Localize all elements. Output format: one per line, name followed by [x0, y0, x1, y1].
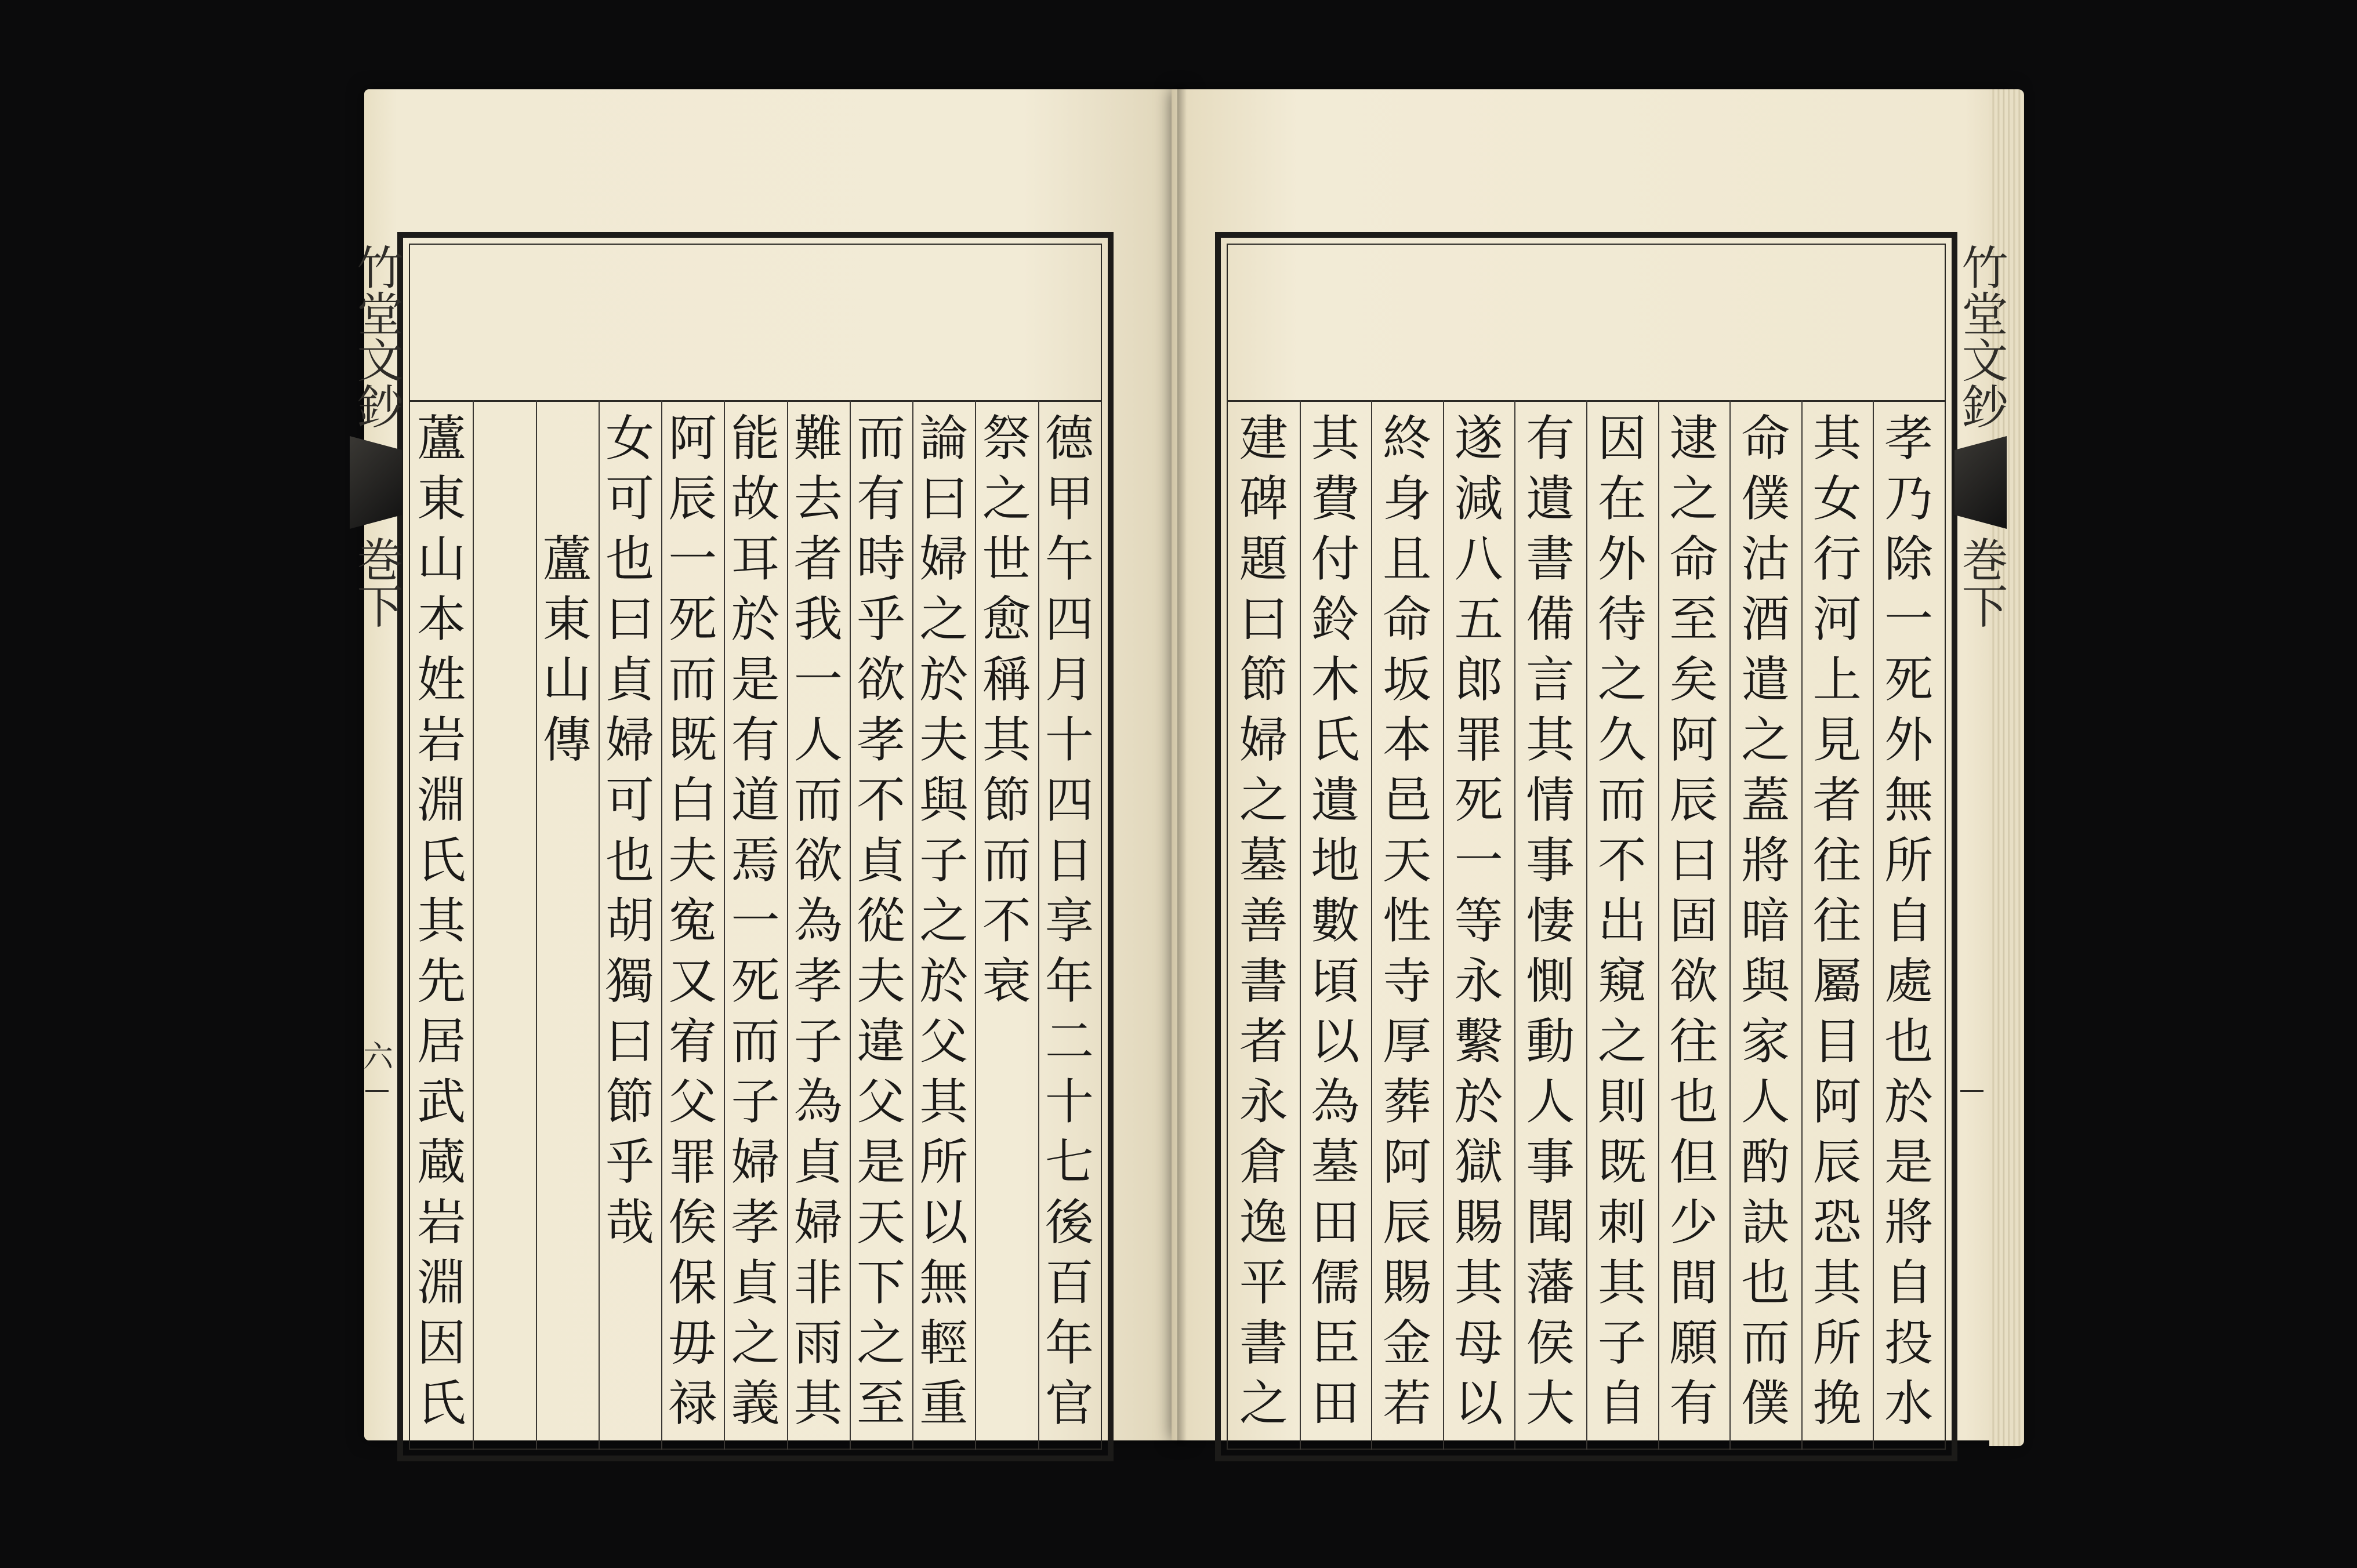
left-text-column: 難 去 者 我 一 人 而 欲 為 孝 子 為 貞 婦 非 雨 其 — [793, 410, 843, 1432]
right-text-column: 其 女 行 河 上 見 者 往 往 屬 目 阿 辰 恐 其 所 挽 — [1812, 410, 1862, 1432]
left-column-rule — [599, 400, 600, 1450]
right-margin-book-title: 竹堂文鈔 — [1954, 244, 2008, 429]
right-text-column: 孝 乃 除 一 死 外 無 所 自 處 也 於 是 將 自 投 水 — [1884, 410, 1934, 1432]
left-text-column: 阿 辰 一 死 而 既 白 夫 寃 又 宥 父 罪 俟 保 毋 禄 — [668, 410, 717, 1432]
right-column-rule — [1300, 400, 1301, 1450]
right-text-column: 其 費 付 鈴 木 氏 遺 地 數 頃 以 為 墓 田 儒 臣 田 — [1311, 410, 1360, 1432]
right-text-column: 逮 之 命 至 矣 阿 辰 曰 固 欲 往 也 但 少 間 願 有 — [1669, 410, 1718, 1432]
left-text-column: 德 甲 午 四 月 十 四 日 享 年 二 十 七 後 百 年 官 — [1045, 410, 1094, 1432]
open-book — [342, 81, 2012, 1450]
left-column-rule — [975, 400, 976, 1450]
left-column-rule — [661, 400, 662, 1450]
book-gutter — [1177, 87, 1189, 1444]
right-column-rule — [1586, 400, 1587, 1450]
left-column-rule — [473, 400, 474, 1450]
right-column-rule — [1443, 400, 1444, 1450]
fishtail-mark-icon — [1955, 436, 2007, 529]
left-column-rule — [1038, 400, 1039, 1450]
left-page-number: 六 — [363, 1040, 394, 1075]
left-margin-volume: 巻下 — [349, 536, 403, 629]
left-header-rule — [410, 400, 1101, 402]
left-column-rule — [724, 400, 725, 1450]
left-margin-tick — [365, 1090, 389, 1092]
right-column-rule — [1801, 400, 1803, 1450]
left-text-column: 論 曰 婦 之 於 夫 與 子 之 於 父 其 所 以 無 輕 重 — [919, 410, 969, 1432]
left-margin-book-title: 竹堂文鈔 — [349, 244, 403, 429]
left-text-column: 而 有 時 乎 欲 孝 不 貞 從 夫 違 父 是 天 下 之 至 — [857, 410, 906, 1432]
right-text-column: 遂 減 八 五 郎 罪 死 一 等 永 繫 於 獄 賜 其 母 以 — [1454, 410, 1503, 1432]
left-text-column: 蘆 東 山 傳 — [542, 531, 592, 768]
fishtail-mark-icon — [350, 436, 402, 529]
right-margin-volume: 巻下 — [1954, 536, 2008, 629]
right-column-rule — [1658, 400, 1659, 1450]
right-column-rule — [1514, 400, 1515, 1450]
left-text-column: 蘆 東 山 本 姓 岩 淵 氏 其 先 居 武 蔵 岩 淵 因 氏 — [417, 410, 466, 1432]
left-column-rule — [536, 400, 537, 1450]
right-column-rule — [1729, 400, 1731, 1450]
left-margin-title — [349, 244, 403, 629]
left-column-rule — [912, 400, 913, 1450]
right-text-column: 有 遺 書 備 言 其 情 事 悽 惻 動 人 事 聞 藩 侯 大 — [1526, 410, 1575, 1432]
right-text-column: 命 僕 沽 酒 遣 之 蓋 將 暗 與 家 人 酌 訣 也 而 僕 — [1740, 410, 1790, 1432]
right-margin-tick — [1960, 1090, 1983, 1092]
right-column-rule — [1371, 400, 1372, 1450]
left-text-column: 能 故 耳 於 是 有 道 焉 一 死 而 子 婦 孝 貞 之 義 — [731, 410, 780, 1432]
right-text-column: 終 身 且 命 坂 本 邑 天 性 寺 厚 葬 阿 辰 賜 金 若 — [1382, 410, 1431, 1432]
right-text-column: 因 在 外 待 之 久 而 不 出 窺 之 則 既 刺 其 子 自 — [1597, 410, 1647, 1432]
left-column-rule — [850, 400, 851, 1450]
left-column-rule — [787, 400, 788, 1450]
right-margin-title — [1954, 244, 2008, 629]
left-text-column: 女 可 也 曰 貞 婦 可 也 胡 獨 曰 節 乎 哉 — [605, 410, 654, 1251]
right-column-rule — [1873, 400, 1874, 1450]
right-text-column: 建 碑 題 曰 節 婦 之 墓 善 書 者 永 倉 逸 平 書 之 — [1239, 410, 1288, 1432]
left-text-column: 祭 之 世 愈 稱 其 節 而 不 衰 — [982, 410, 1031, 1010]
